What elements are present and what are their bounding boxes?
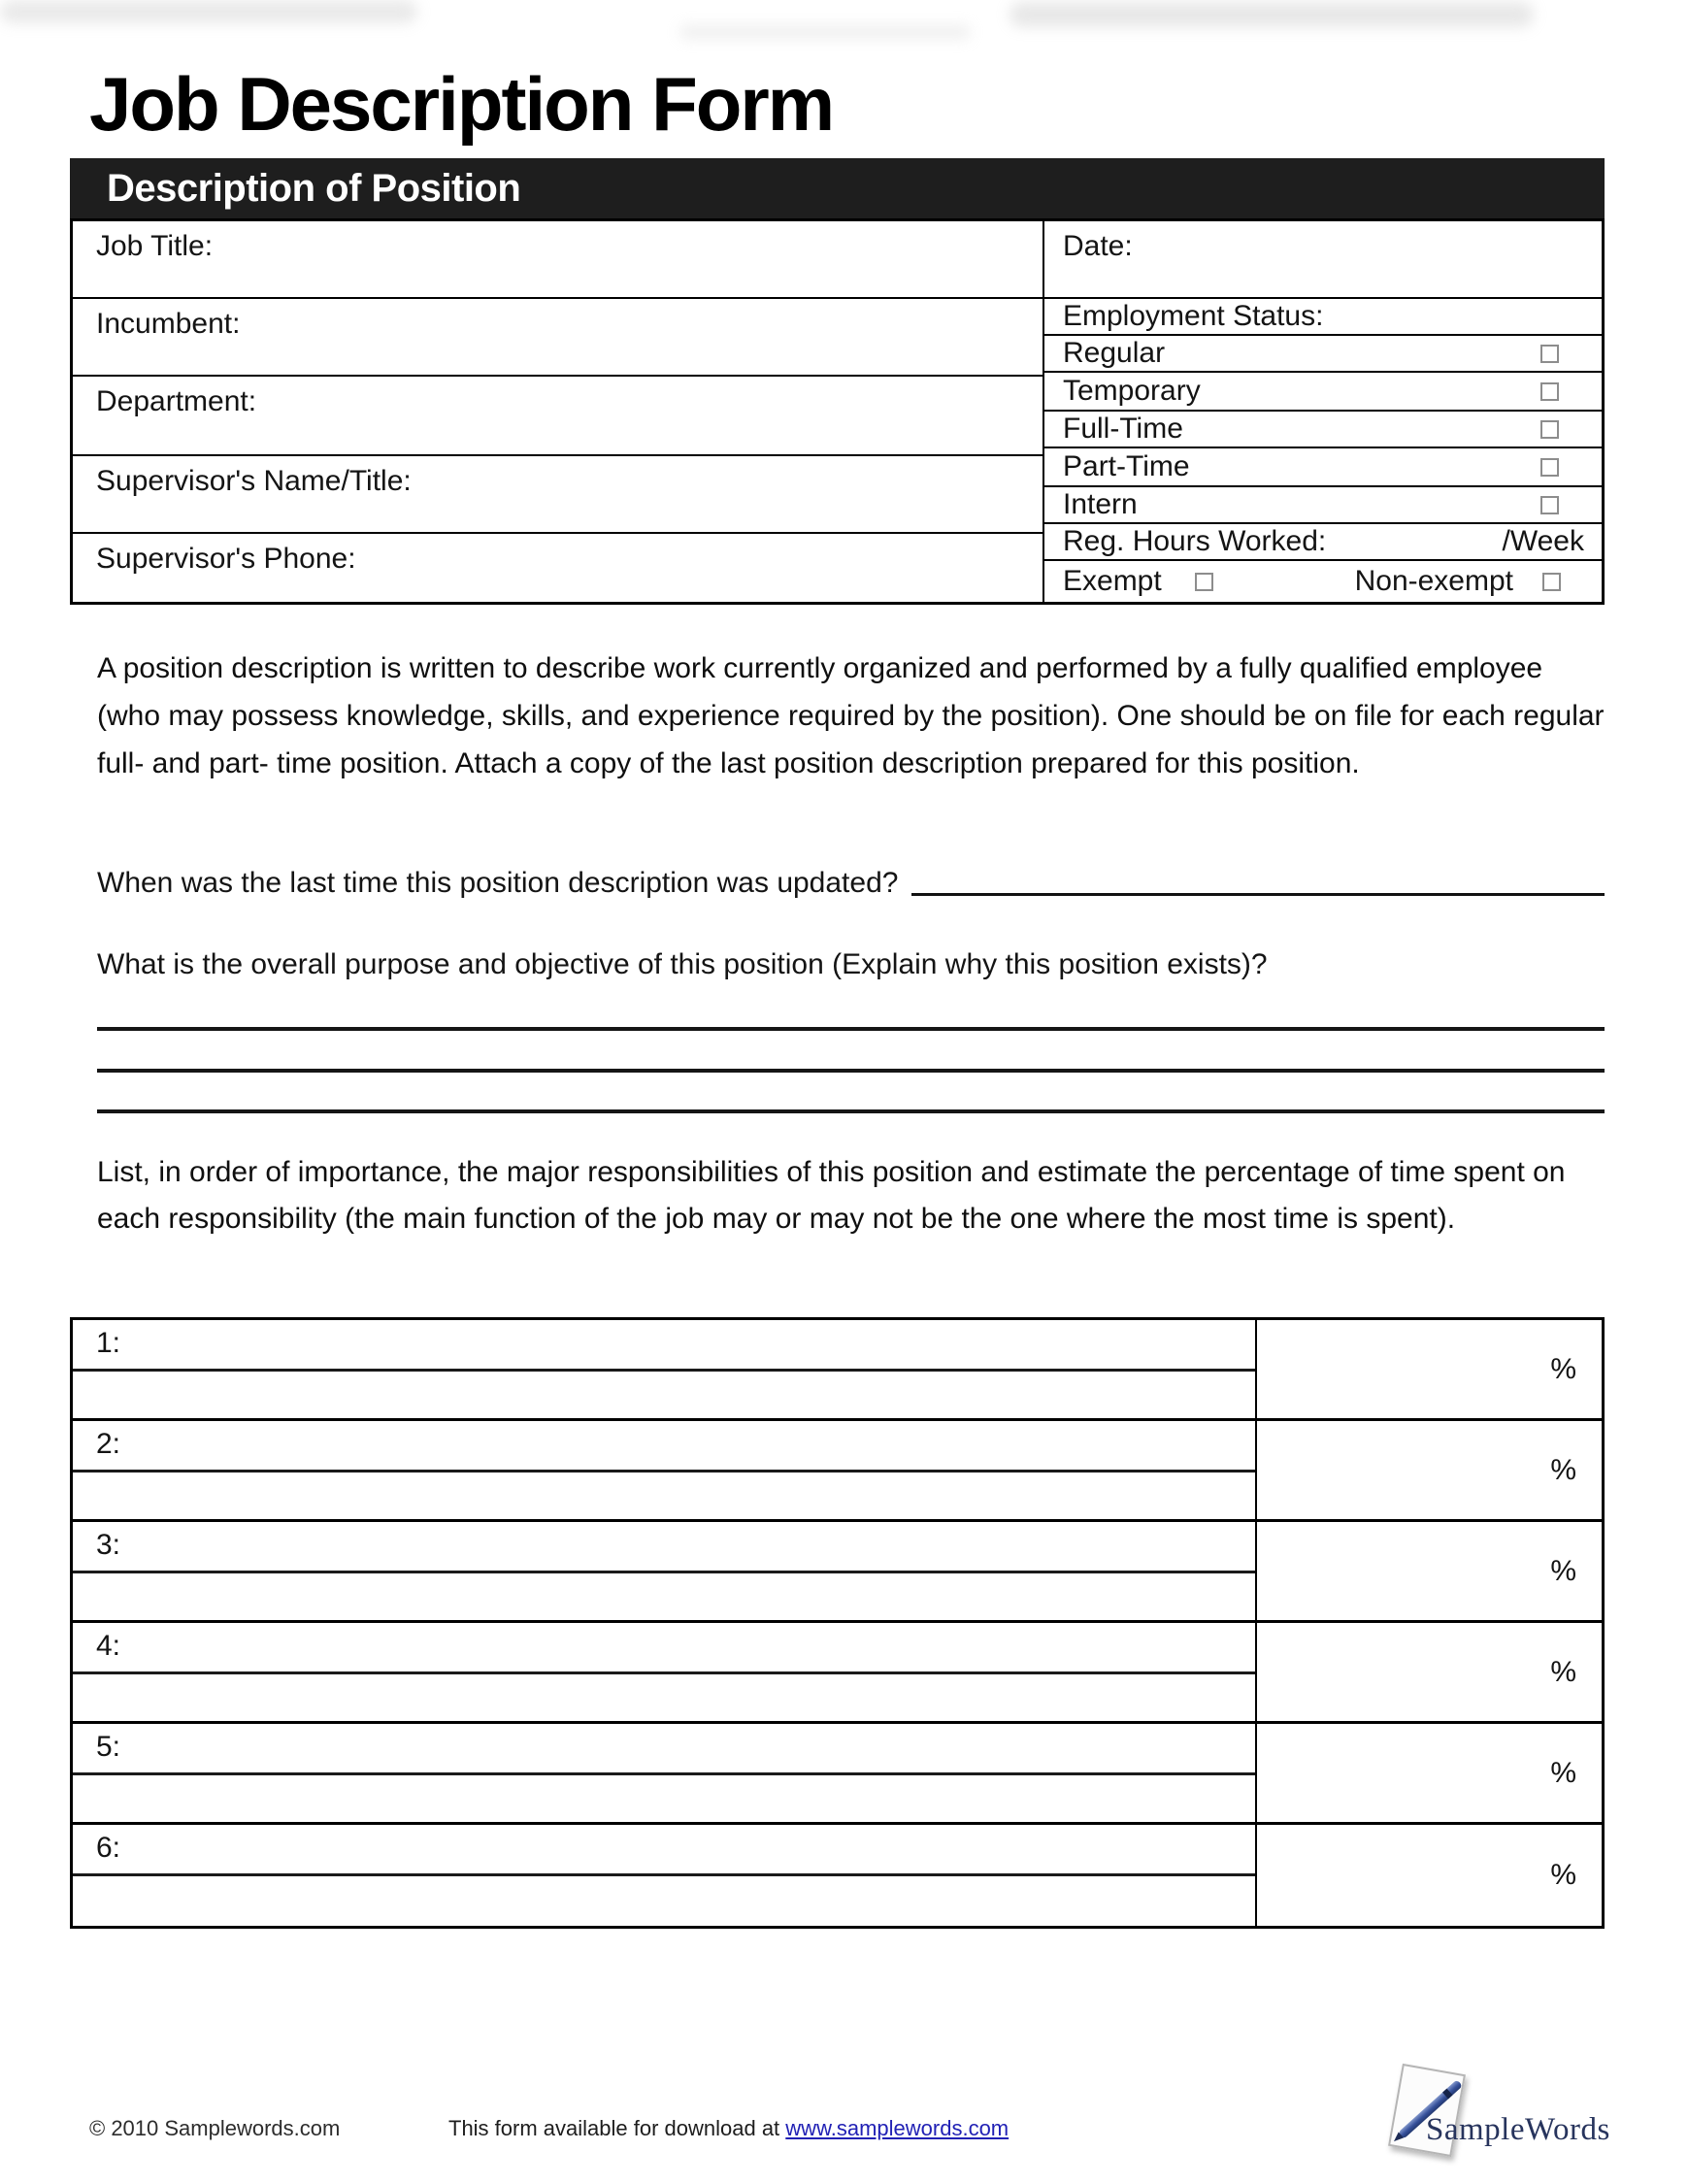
purpose-answer-line[interactable] — [97, 1027, 1605, 1031]
percent-sign: % — [1550, 1554, 1576, 1587]
job-title-field[interactable] — [73, 221, 1043, 299]
responsibility-write-area[interactable] — [73, 1573, 1255, 1620]
job-title-label: Job Title: — [96, 230, 214, 262]
percent-sign: % — [1550, 1352, 1576, 1385]
responsibility-number: 3: — [96, 1529, 121, 1561]
section-header-label: Description of Position — [107, 166, 521, 210]
intern-label: Intern — [1063, 488, 1138, 520]
supervisor-name-field[interactable] — [73, 456, 1043, 534]
status-option-row — [1044, 373, 1602, 412]
intern-checkbox[interactable] — [1540, 496, 1559, 514]
last-updated-question — [97, 867, 1605, 900]
responsibility-number: 5: — [96, 1731, 121, 1763]
copyright-text: © 2010 Samplewords.com — [89, 2116, 341, 2140]
responsibility-row — [73, 1320, 1602, 1421]
full-time-label: Full-Time — [1063, 413, 1183, 445]
responsibility-write-area[interactable] — [73, 1473, 1255, 1519]
incumbent-label: Incumbent: — [96, 308, 241, 340]
responsibility-write-area[interactable] — [73, 1876, 1255, 1926]
responsibility-entry — [73, 1421, 1257, 1519]
department-label: Department: — [96, 385, 257, 417]
responsibility-write-line[interactable] — [73, 1421, 1255, 1473]
responsibility-write-line[interactable] — [73, 1623, 1255, 1674]
scan-artifact — [1009, 2, 1534, 27]
responsibilities-table — [70, 1317, 1605, 1929]
logo-text: SampleWords — [1426, 2112, 1610, 2147]
percent-cell[interactable] — [1257, 1320, 1602, 1418]
responsibility-write-area[interactable] — [73, 1775, 1255, 1822]
percent-sign: % — [1550, 1655, 1576, 1688]
purpose-answer-line[interactable] — [97, 1069, 1605, 1073]
percent-cell[interactable] — [1257, 1623, 1602, 1721]
non-exempt-label: Non-exempt — [1354, 565, 1513, 597]
download-note — [448, 2116, 1009, 2141]
responsibility-row — [73, 1623, 1602, 1724]
last-updated-answer-line[interactable] — [911, 867, 1605, 896]
percent-cell[interactable] — [1257, 1421, 1602, 1519]
percent-cell[interactable] — [1257, 1724, 1602, 1822]
purpose-answer-line[interactable] — [97, 1109, 1605, 1113]
percent-sign: % — [1550, 1859, 1576, 1891]
responsibility-write-area[interactable] — [73, 1372, 1255, 1418]
exempt-label: Exempt — [1063, 565, 1162, 597]
exempt-row — [1044, 561, 1602, 602]
responsibility-entry — [73, 1724, 1257, 1822]
status-option-row — [1044, 336, 1602, 373]
responsibility-number: 6: — [96, 1832, 121, 1864]
position-details-table — [70, 218, 1605, 605]
responsibility-entry — [73, 1825, 1257, 1926]
non-exempt-checkbox[interactable] — [1542, 573, 1561, 591]
samplewords-logo — [1383, 2058, 1665, 2169]
employment-status-label: Employment Status: — [1063, 300, 1324, 332]
supervisor-name-label: Supervisor's Name/Title: — [96, 465, 412, 497]
hours-worked-label: Reg. Hours Worked: — [1063, 525, 1327, 557]
scan-artifact — [0, 0, 417, 23]
date-label: Date: — [1063, 230, 1133, 262]
responsibility-write-line[interactable] — [73, 1825, 1255, 1876]
details-right-column — [1044, 221, 1602, 602]
last-updated-question-text: When was the last time this position description was updated? — [97, 867, 899, 899]
part-time-checkbox[interactable] — [1540, 458, 1559, 477]
section-header-bar — [70, 158, 1605, 218]
supervisor-phone-field[interactable] — [73, 534, 1043, 602]
responsibility-row — [73, 1724, 1602, 1825]
responsibility-row — [73, 1421, 1602, 1522]
percent-sign: % — [1550, 1453, 1576, 1486]
responsibilities-instructions: List, in order of importance, the major responsibilities of this position and estimate the percentage of time spent on each responsibility (the main function of the job may or may not be the one where the most time is spent). — [97, 1156, 1566, 1235]
intro-paragraph: A position description is written to describe work currently organized and performed by a fully qualified employee (who may possess knowledge, skills, and experience required by the position). One should be on file for each regular full- and part- time position. Attach a copy of the last position description prepared for this position. — [97, 652, 1605, 779]
regular-checkbox[interactable] — [1540, 345, 1559, 363]
responsibility-number: 2: — [96, 1428, 121, 1460]
download-note-text: This form available for download at — [448, 2116, 786, 2140]
regular-label: Regular — [1063, 337, 1166, 369]
percent-sign: % — [1550, 1756, 1576, 1789]
responsibility-row — [73, 1825, 1602, 1926]
full-time-checkbox[interactable] — [1540, 420, 1559, 439]
scan-artifact — [679, 25, 971, 39]
responsibility-entry — [73, 1522, 1257, 1620]
responsibility-write-line[interactable] — [73, 1522, 1255, 1573]
exempt-checkbox[interactable] — [1195, 573, 1213, 591]
responsibility-entry — [73, 1320, 1257, 1418]
status-option-row — [1044, 448, 1602, 487]
responsibility-row — [73, 1522, 1602, 1623]
status-option-row — [1044, 487, 1602, 524]
responsibility-write-line[interactable] — [73, 1320, 1255, 1372]
details-left-column — [73, 221, 1044, 602]
supervisor-phone-label: Supervisor's Phone: — [96, 543, 356, 575]
temporary-checkbox[interactable] — [1540, 382, 1559, 401]
purpose-question-text: What is the overall purpose and objective of this position (Explain why this position exists)? — [97, 948, 1268, 980]
employment-status-header — [1044, 299, 1602, 336]
status-option-row — [1044, 412, 1602, 448]
responsibility-write-line[interactable] — [73, 1724, 1255, 1775]
part-time-label: Part-Time — [1063, 450, 1190, 482]
percent-cell[interactable] — [1257, 1825, 1602, 1926]
hours-unit-label: /Week — [1502, 525, 1584, 557]
samplewords-link[interactable]: www.samplewords.com — [785, 2116, 1009, 2140]
percent-cell[interactable] — [1257, 1522, 1602, 1620]
responsibility-entry — [73, 1623, 1257, 1721]
page-title: Job Description Form — [89, 61, 834, 147]
department-field[interactable] — [73, 377, 1043, 456]
responsibility-number: 1: — [96, 1327, 121, 1359]
temporary-label: Temporary — [1063, 375, 1201, 407]
hours-worked-field[interactable] — [1044, 524, 1602, 561]
incumbent-field[interactable] — [73, 299, 1043, 377]
responsibility-write-area[interactable] — [73, 1674, 1255, 1721]
responsibility-number: 4: — [96, 1630, 121, 1662]
date-field[interactable] — [1044, 221, 1602, 299]
